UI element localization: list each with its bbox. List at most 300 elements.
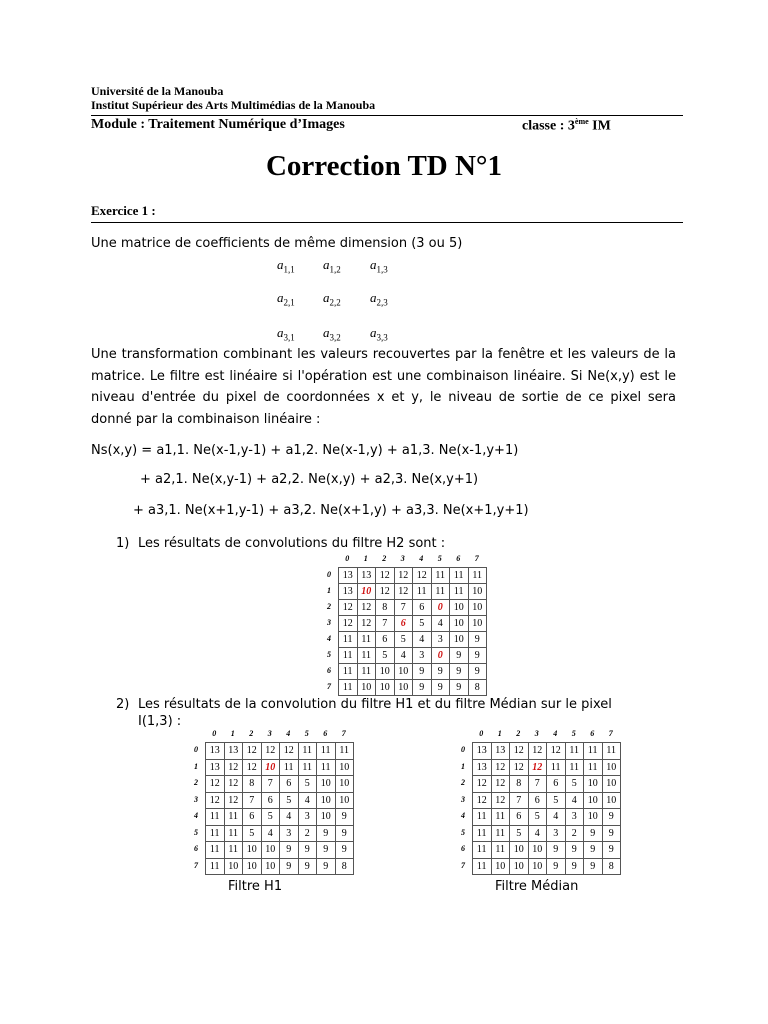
table-cell: 10 (468, 584, 487, 600)
formula-line-2: + a2,1. Ne(x,y-1) + a2,2. Ne(x,y) + a2,3. Ne(x,y+1) (140, 472, 479, 487)
column-index: 5 (571, 729, 576, 738)
table-cell: 10 (376, 664, 395, 680)
matrix-table (338, 567, 487, 696)
coefficient-letter: a (277, 290, 284, 305)
coefficient-letter: a (277, 257, 284, 272)
table-cell: 11 (413, 584, 432, 600)
table-cell: 4 (431, 616, 450, 632)
table-cell: 6 (547, 776, 566, 793)
table-cell: 11 (206, 842, 225, 859)
page-title: Correction TD N°1 (265, 150, 503, 182)
column-index: 7 (474, 554, 479, 563)
column-index: 1 (497, 729, 502, 738)
table-cell: 12 (357, 616, 376, 632)
table-row (473, 858, 621, 875)
table-row (206, 825, 354, 842)
table-row (473, 825, 621, 842)
table-cell: 11 (224, 809, 243, 826)
table-cell: 10 (261, 842, 280, 859)
column-index: 2 (382, 554, 387, 563)
table-cell: 4 (394, 648, 413, 664)
table-cell: 11 (565, 759, 584, 776)
table-cell: 9 (468, 648, 487, 664)
column-index: 3 (534, 729, 539, 738)
coefficient-letter: a (370, 290, 377, 305)
table-cell: 10 (468, 600, 487, 616)
coefficient-letter: a (323, 325, 330, 340)
table-cell: 6 (528, 792, 547, 809)
table-cell: 12 (547, 743, 566, 760)
table-cell: 13 (491, 743, 510, 760)
coefficient-a3-2 (323, 325, 341, 343)
highlighted-cell: 0 (431, 600, 450, 616)
table-cell: 9 (584, 842, 603, 859)
coefficient-subscript: 1,2 (329, 264, 341, 275)
table-cell: 9 (602, 809, 621, 826)
column-index: 3 (400, 554, 405, 563)
table-cell: 10 (584, 776, 603, 793)
table-cell: 4 (547, 809, 566, 826)
table-cell: 13 (339, 584, 358, 600)
row-index: 0 (194, 745, 198, 755)
table-cell: 10 (450, 616, 469, 632)
table-cell: 11 (339, 648, 358, 664)
highlighted-cell: 6 (394, 616, 413, 632)
table-cell: 12 (376, 584, 395, 600)
caption-h1: Filtre H1 (228, 879, 283, 894)
table-cell: 12 (357, 600, 376, 616)
table-cell: 13 (206, 743, 225, 760)
table-cell: 8 (602, 858, 621, 875)
matrix-table (205, 742, 354, 875)
table-cell: 9 (468, 664, 487, 680)
row-index: 6 (194, 844, 198, 854)
column-index: 4 (286, 729, 291, 738)
table-cell: 5 (547, 792, 566, 809)
row-index: 6 (461, 844, 465, 854)
coefficient-subscript: 3,1 (283, 332, 295, 343)
exercise-divider (91, 222, 683, 223)
row-index: 6 (327, 666, 331, 675)
table-row (206, 842, 354, 859)
table-cell: 11 (339, 632, 358, 648)
table-row (473, 792, 621, 809)
coefficient-letter: a (323, 257, 330, 272)
table-cell: 7 (376, 616, 395, 632)
table-cell: 10 (528, 858, 547, 875)
table-row (339, 664, 487, 680)
class-superscript: ème (574, 117, 589, 126)
table-cell: 5 (298, 776, 317, 793)
formula-line-1: Ns(x,y) = a1,1. Ne(x-1,y-1) + a1,2. Ne(x-1,y) + a1,3. Ne(x-1,y+1) (91, 443, 519, 458)
table-cell: 12 (376, 568, 395, 584)
column-index: 0 (479, 729, 484, 738)
table-cell: 9 (584, 825, 603, 842)
table-row (473, 743, 621, 760)
table-cell: 10 (528, 842, 547, 859)
table-cell: 10 (261, 858, 280, 875)
table-cell: 8 (335, 858, 354, 875)
row-index: 2 (327, 602, 331, 611)
row-index: 3 (327, 618, 331, 627)
table-cell: 12 (491, 792, 510, 809)
table-cell: 3 (547, 825, 566, 842)
table-cell: 4 (261, 825, 280, 842)
table-cell: 10 (510, 842, 529, 859)
table-cell: 9 (547, 858, 566, 875)
coefficient-a3-1 (277, 325, 295, 343)
table-cell: 6 (376, 632, 395, 648)
table-cell: 11 (431, 568, 450, 584)
table-cell: 9 (298, 842, 317, 859)
table-cell: 9 (431, 680, 450, 696)
table-cell: 12 (243, 759, 262, 776)
coefficient-letter: a (370, 325, 377, 340)
table-cell: 11 (450, 584, 469, 600)
table-row (339, 584, 487, 600)
table-cell: 9 (565, 842, 584, 859)
table-cell: 10 (317, 809, 336, 826)
table-cell: 9 (335, 825, 354, 842)
column-index: 4 (419, 554, 424, 563)
table-cell: 12 (394, 568, 413, 584)
table-cell: 10 (335, 759, 354, 776)
table-cell: 12 (206, 792, 225, 809)
table-cell: 11 (224, 825, 243, 842)
table-cell: 13 (206, 759, 225, 776)
institute-name: Institut Supérieur des Arts Multimédias de la Manouba (91, 98, 376, 112)
table-cell: 10 (335, 776, 354, 793)
table-cell: 12 (510, 743, 529, 760)
table-cell: 11 (565, 743, 584, 760)
row-index: 4 (194, 811, 198, 821)
table-cell: 10 (376, 680, 395, 696)
table-cell: 12 (261, 743, 280, 760)
table-cell: 9 (317, 858, 336, 875)
table-cell: 9 (413, 664, 432, 680)
table-cell: 12 (413, 568, 432, 584)
coefficient-subscript: 3,2 (329, 332, 341, 343)
table-cell: 7 (243, 792, 262, 809)
row-index: 3 (461, 794, 465, 804)
table-cell: 5 (394, 632, 413, 648)
column-index: 5 (304, 729, 309, 738)
coefficient-subscript: 2,2 (329, 297, 341, 308)
table-cell: 11 (473, 809, 492, 826)
row-index: 4 (327, 634, 331, 643)
table-cell: 12 (473, 776, 492, 793)
column-index: 3 (267, 729, 272, 738)
table-cell: 8 (510, 776, 529, 793)
coefficient-subscript: 1,1 (283, 264, 295, 275)
row-index: 4 (461, 811, 465, 821)
column-index: 6 (590, 729, 595, 738)
table-cell: 11 (602, 743, 621, 760)
table-row (339, 568, 487, 584)
column-index: 5 (437, 554, 442, 563)
table-row (339, 616, 487, 632)
column-index: 7 (608, 729, 613, 738)
coefficient-subscript: 2,3 (376, 297, 388, 308)
table-cell: 11 (357, 632, 376, 648)
coefficient-a1-3 (370, 257, 388, 275)
table-cell: 9 (335, 809, 354, 826)
table-cell: 9 (335, 842, 354, 859)
table-cell: 9 (602, 842, 621, 859)
column-index: 4 (553, 729, 558, 738)
table-cell: 3 (298, 809, 317, 826)
table-cell: 10 (224, 858, 243, 875)
table-cell: 11 (450, 568, 469, 584)
table-cell: 9 (298, 858, 317, 875)
table-cell: 4 (413, 632, 432, 648)
column-index: 6 (456, 554, 461, 563)
table-cell: 11 (491, 842, 510, 859)
table-row (206, 759, 354, 776)
item-1-text: Les résultats de convolutions du filtre H2 sont : (138, 536, 446, 551)
table-cell: 11 (431, 584, 450, 600)
table-cell: 6 (243, 809, 262, 826)
table-cell: 8 (243, 776, 262, 793)
table-cell: 5 (261, 809, 280, 826)
highlighted-cell: 10 (261, 759, 280, 776)
table-cell: 11 (298, 743, 317, 760)
table-cell: 9 (413, 680, 432, 696)
table-cell: 12 (224, 759, 243, 776)
row-index: 2 (461, 778, 465, 788)
coefficient-letter: a (277, 325, 284, 340)
column-index: 0 (212, 729, 217, 738)
item-2-text-line-2: I(1,3) : (138, 714, 182, 729)
coefficient-a1-1 (277, 257, 295, 275)
table-cell: 11 (491, 825, 510, 842)
table-cell: 10 (394, 680, 413, 696)
row-index: 1 (461, 761, 465, 771)
matrix-table (472, 742, 621, 875)
module-label: Module : Traitement Numérique d’Images (91, 117, 345, 132)
table-cell: 10 (450, 600, 469, 616)
table-row (339, 600, 487, 616)
table-cell: 11 (491, 809, 510, 826)
row-index: 7 (194, 860, 198, 870)
table-row (339, 632, 487, 648)
class-label (522, 117, 611, 135)
table-cell: 12 (528, 743, 547, 760)
table-cell: 10 (468, 616, 487, 632)
row-index: 5 (327, 650, 331, 659)
table-cell: 10 (602, 776, 621, 793)
table-cell: 9 (317, 842, 336, 859)
coefficient-letter: a (323, 290, 330, 305)
table-cell: 13 (224, 743, 243, 760)
table-cell: 2 (565, 825, 584, 842)
coefficient-a1-2 (323, 257, 341, 275)
table-cell: 8 (468, 680, 487, 696)
table-cell: 10 (243, 842, 262, 859)
table-cell: 12 (206, 776, 225, 793)
table-cell: 9 (584, 858, 603, 875)
table-cell: 11 (317, 759, 336, 776)
table-cell: 11 (206, 825, 225, 842)
table-cell: 12 (224, 776, 243, 793)
table-row (473, 842, 621, 859)
table-cell: 9 (565, 858, 584, 875)
header-divider (91, 115, 683, 116)
table-cell: 10 (394, 664, 413, 680)
row-index: 5 (194, 827, 198, 837)
table-row (473, 809, 621, 826)
table-row (473, 776, 621, 793)
table-cell: 12 (394, 584, 413, 600)
table-cell: 5 (376, 648, 395, 664)
table-cell: 13 (473, 759, 492, 776)
table-row (206, 792, 354, 809)
table-cell: 6 (280, 776, 299, 793)
table-cell: 10 (510, 858, 529, 875)
table-cell: 6 (261, 792, 280, 809)
table-cell: 12 (473, 792, 492, 809)
coefficient-subscript: 3,3 (376, 332, 388, 343)
coefficient-a3-3 (370, 325, 388, 343)
table-cell: 3 (431, 632, 450, 648)
table-cell: 3 (280, 825, 299, 842)
intro-text: Une matrice de coefficients de même dimension (3 ou 5) (91, 236, 463, 251)
table-cell: 11 (224, 842, 243, 859)
table-cell: 9 (280, 858, 299, 875)
table-cell: 10 (602, 792, 621, 809)
table-cell: 12 (280, 743, 299, 760)
column-index: 6 (323, 729, 328, 738)
table-cell: 3 (413, 648, 432, 664)
exercise-title: Exercice 1 : (91, 203, 156, 218)
coefficient-subscript: 2,1 (283, 297, 295, 308)
coefficient-a2-1 (277, 290, 295, 308)
table-cell: 7 (510, 792, 529, 809)
table-cell: 10 (335, 792, 354, 809)
row-index: 0 (461, 745, 465, 755)
table-cell: 9 (431, 664, 450, 680)
row-index: 5 (461, 827, 465, 837)
table-cell: 9 (317, 825, 336, 842)
column-index: 0 (345, 554, 350, 563)
table-cell: 11 (473, 825, 492, 842)
table-cell: 11 (473, 842, 492, 859)
table-row (339, 648, 487, 664)
table-cell: 4 (298, 792, 317, 809)
table-cell: 7 (261, 776, 280, 793)
university-name: Université de la Manouba (91, 84, 224, 98)
table-cell: 12 (491, 776, 510, 793)
table-cell: 12 (491, 759, 510, 776)
table-row (339, 680, 487, 696)
table-cell: 11 (335, 743, 354, 760)
table-row (206, 809, 354, 826)
column-index: 2 (516, 729, 521, 738)
table-row (206, 743, 354, 760)
table-cell: 10 (584, 809, 603, 826)
table-cell: 3 (565, 809, 584, 826)
table-cell: 9 (450, 664, 469, 680)
table-cell: 6 (510, 809, 529, 826)
table-cell: 4 (528, 825, 547, 842)
coefficient-letter: a (370, 257, 377, 272)
table-cell: 11 (317, 743, 336, 760)
table-cell: 7 (394, 600, 413, 616)
table-row (206, 858, 354, 875)
coefficient-a2-2 (323, 290, 341, 308)
table-cell: 13 (339, 568, 358, 584)
highlighted-cell: 0 (431, 648, 450, 664)
table-cell: 12 (339, 600, 358, 616)
table-cell: 8 (376, 600, 395, 616)
table-cell: 11 (206, 809, 225, 826)
table-cell: 11 (206, 858, 225, 875)
table-cell: 5 (565, 776, 584, 793)
table-cell: 10 (243, 858, 262, 875)
table-cell: 5 (510, 825, 529, 842)
table-cell: 2 (298, 825, 317, 842)
table-cell: 5 (243, 825, 262, 842)
row-index: 1 (327, 586, 331, 595)
table-cell: 10 (450, 632, 469, 648)
table-cell: 11 (357, 648, 376, 664)
table-cell: 5 (413, 616, 432, 632)
table-cell: 11 (339, 664, 358, 680)
table-cell: 10 (317, 776, 336, 793)
coefficient-a2-3 (370, 290, 388, 308)
table-cell: 10 (317, 792, 336, 809)
table-cell: 5 (280, 792, 299, 809)
table-cell: 7 (528, 776, 547, 793)
table-cell: 13 (357, 568, 376, 584)
coefficient-subscript: 1,3 (376, 264, 388, 275)
row-index: 1 (194, 761, 198, 771)
class-prefix: classe : 3 (522, 118, 575, 134)
row-index: 2 (194, 778, 198, 788)
item-2-number: 2) (116, 697, 130, 712)
column-index: 1 (363, 554, 368, 563)
formula-line-3: + a3,1. Ne(x+1,y-1) + a3,2. Ne(x+1,y) + a3,3. Ne(x+1,y+1) (133, 503, 529, 518)
column-index: 2 (249, 729, 254, 738)
table-cell: 5 (528, 809, 547, 826)
table-cell: 11 (280, 759, 299, 776)
highlighted-cell: 10 (357, 584, 376, 600)
table-cell: 10 (602, 759, 621, 776)
table-cell: 11 (584, 759, 603, 776)
table-cell: 12 (243, 743, 262, 760)
table-row (473, 759, 621, 776)
table-cell: 11 (357, 664, 376, 680)
table-cell: 10 (491, 858, 510, 875)
table-cell: 4 (280, 809, 299, 826)
table-cell: 4 (565, 792, 584, 809)
row-index: 7 (461, 860, 465, 870)
table-cell: 9 (450, 680, 469, 696)
table-cell: 12 (339, 616, 358, 632)
table-cell: 10 (584, 792, 603, 809)
table-cell: 12 (224, 792, 243, 809)
row-index: 3 (194, 794, 198, 804)
table-cell: 11 (473, 858, 492, 875)
row-index: 7 (327, 682, 331, 691)
highlighted-cell: 12 (528, 759, 547, 776)
table-cell: 13 (473, 743, 492, 760)
table-cell: 9 (450, 648, 469, 664)
column-index: 7 (341, 729, 346, 738)
table-cell: 9 (602, 825, 621, 842)
table-cell: 11 (339, 680, 358, 696)
table-row (206, 776, 354, 793)
